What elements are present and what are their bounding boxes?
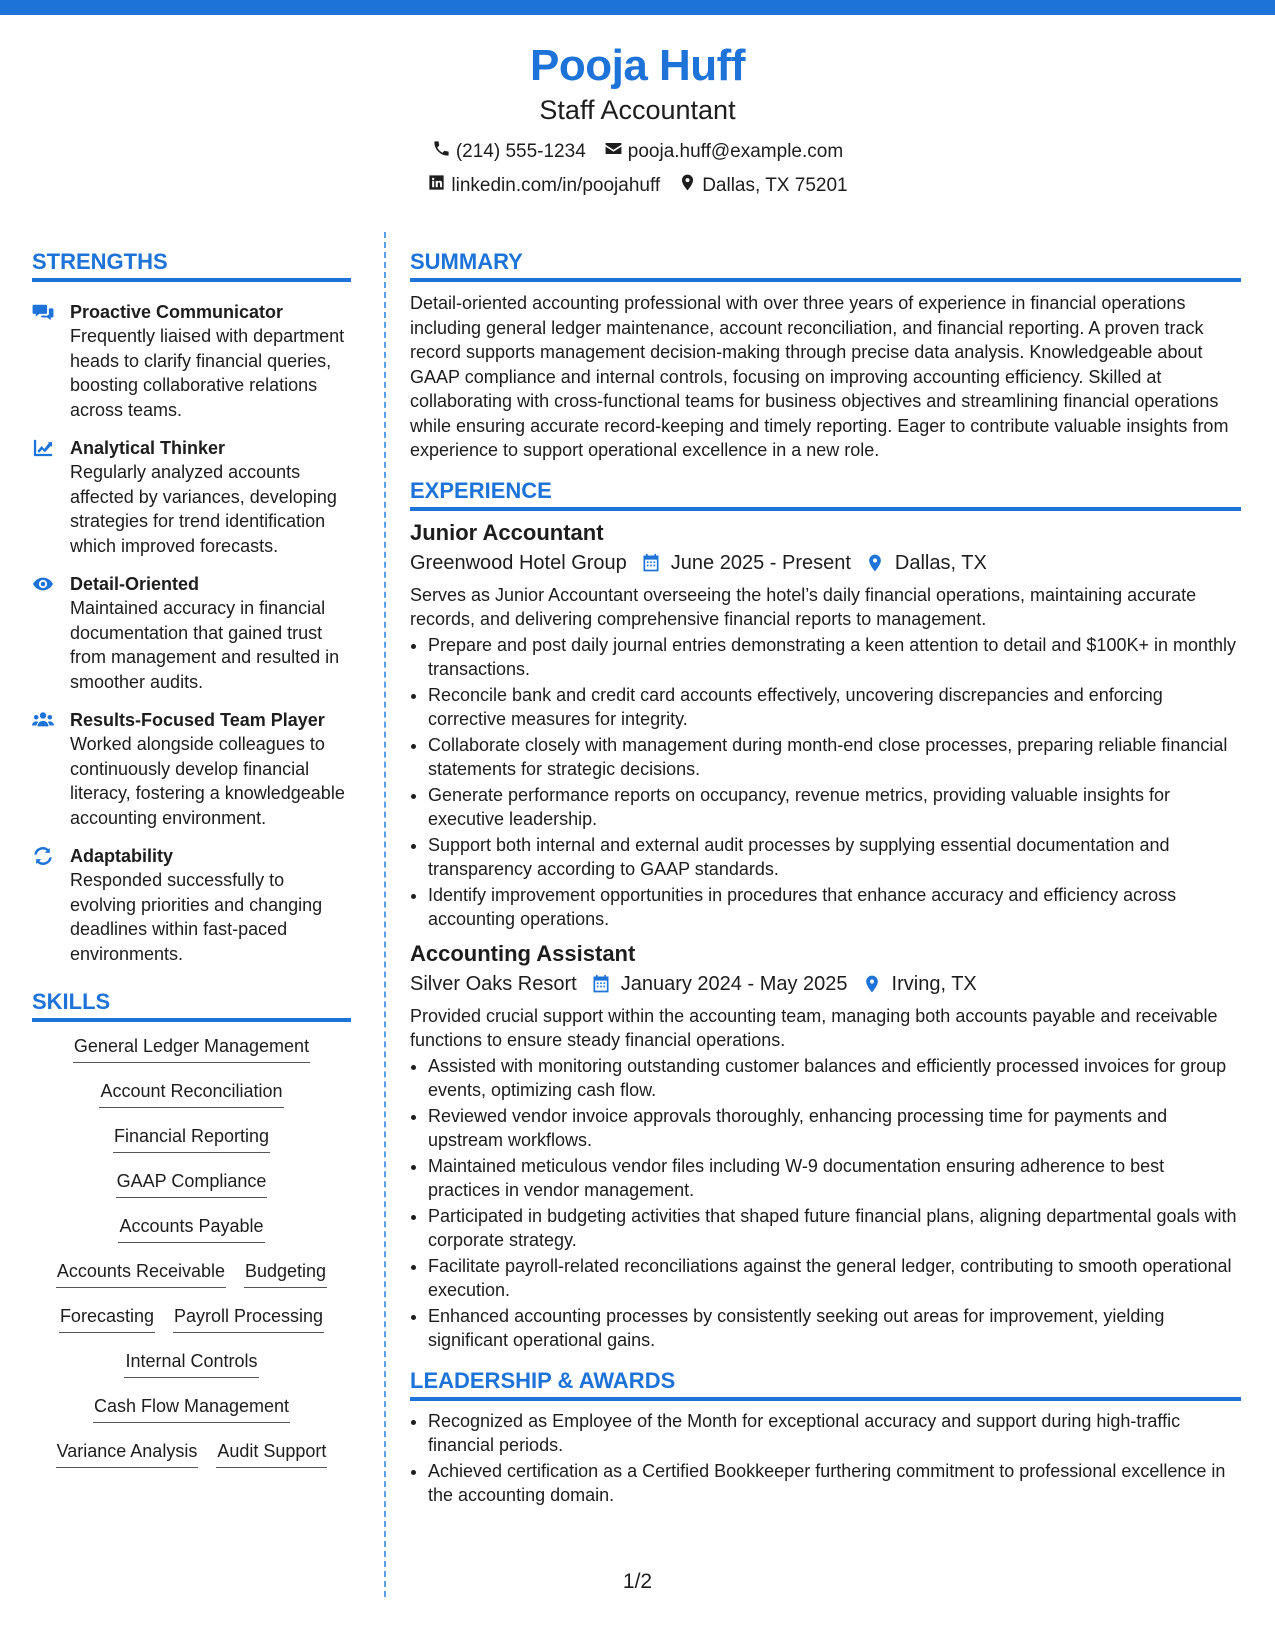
list-item: • Assisted with monitoring outstanding customer balances and efficiently processed invoices for group events, optimizing cash flow. [428, 1054, 1241, 1103]
strength-item [32, 572, 351, 694]
strength-item [32, 300, 351, 422]
calendar-icon [591, 974, 611, 994]
calendar-icon [641, 553, 661, 573]
list-item: • Generate performance reports on occupancy, revenue metrics, providing valuable insights for executive leadership. [428, 783, 1241, 832]
job-title: Junior Accountant [410, 519, 604, 545]
job-dates: January 2024 - May 2025 [620, 972, 848, 995]
skill-tag: Cash Flow Management [93, 1394, 290, 1423]
list-item: • Identify improvement opportunities in procedures that enhance accuracy and efficiency across accounting operations. [428, 883, 1241, 932]
strength-desc: Maintained accuracy in financial documentation that gained trust from management and resulted in smoother audits. [70, 598, 340, 692]
skill-tag: General Ledger Management [73, 1034, 310, 1063]
strength-desc: Regularly analyzed accounts affected by variances, developing strategies for trend identification which improved forecasts. [70, 462, 337, 556]
strength-item [32, 436, 351, 558]
strength-desc: Worked alongside colleagues to continuously develop financial literacy, fostering a knowledgeable accounting environment. [70, 734, 345, 828]
list-item: • Reviewed vendor invoice approvals thoroughly, enhancing processing time for payments and upstream workflows. [428, 1104, 1241, 1153]
skill-tag: Budgeting [244, 1259, 327, 1288]
skill-tag: Accounts Receivable [56, 1259, 226, 1288]
page-number: 1/2 [622, 1570, 653, 1593]
linkedin-text: linkedin.com/in/poojahuff [451, 175, 661, 196]
summary-text: Detail-oriented accounting professional with over three years of experience in financial operations including general ledger maintenance, account reconciliation, and financial reporting. A proven track record supports management decision-making through precise data analysis. Knowledgeable about GAAP compliance and internal controls, focusing on improving accounting efficiency. Skilled at collaborating with cross-functional teams for business objectives and streamlining financial operations while ensuring accurate record-keeping and timely reporting. Eager to contribute valuable insights from experience to support operational excellence in a new role. [410, 293, 1229, 460]
skills-heading: SKILLS [32, 988, 351, 1022]
skills-list [32, 1034, 351, 1484]
skill-tag: Accounts Payable [118, 1214, 264, 1243]
strengths-heading: STRENGTHS [32, 248, 351, 282]
strength-desc: Frequently liaised with department heads to clarify financial queries, boosting collaborative relations across teams. [70, 326, 345, 420]
right-column [410, 248, 1241, 1508]
users-icon [32, 717, 54, 734]
map-pin-icon [678, 173, 697, 199]
phone-contact[interactable] [432, 139, 586, 165]
skill-tag: Internal Controls [124, 1349, 258, 1378]
strength-item [32, 844, 351, 966]
strength-item [32, 708, 351, 830]
strength-desc: Responded successfully to evolving priorities and changing deadlines within fast-paced environments. [70, 870, 323, 964]
location-contact [678, 173, 847, 199]
email-text: pooja.huff@example.com [627, 141, 844, 162]
chart-line-icon [32, 445, 54, 462]
strength-title: Adaptability [70, 846, 174, 866]
comments-icon [32, 309, 54, 326]
strength-title: Detail-Oriented [70, 574, 200, 594]
map-pin-icon [865, 553, 885, 573]
sync-icon [32, 853, 54, 870]
strength-title: Results-Focused Team Player [70, 710, 325, 730]
strength-title: Analytical Thinker [70, 438, 226, 458]
skill-tag: GAAP Compliance [116, 1169, 268, 1198]
job-meta [410, 549, 1241, 577]
candidate-role: Staff Accountant [539, 95, 736, 125]
skill-tag: Audit Support [216, 1439, 327, 1468]
phone-text: (214) 555-1234 [455, 141, 586, 162]
list-item: • Enhanced accounting processes by consistently seeking out areas for improvement, yielding significant operational gains. [428, 1304, 1241, 1353]
envelope-icon [604, 139, 623, 165]
job-entry [410, 940, 1241, 1353]
skill-tag: Variance Analysis [56, 1439, 199, 1468]
company-name: Greenwood Hotel Group [410, 551, 627, 574]
company-name: Silver Oaks Resort [410, 972, 577, 995]
list-item: • Prepare and post daily journal entries demonstrating a keen attention to detail and $100K+ in monthly transactions. [428, 633, 1241, 682]
awards-heading: LEADERSHIP & AWARDS [410, 1367, 1241, 1401]
linkedin-contact[interactable] [427, 173, 660, 199]
list-item: • Reconcile bank and credit card accounts effectively, uncovering discrepancies and enforcing corrective measures for integrity. [428, 683, 1241, 732]
experience-heading: EXPERIENCE [410, 477, 1241, 511]
strength-title: Proactive Communicator [70, 302, 284, 322]
location-text: Dallas, TX 75201 [702, 175, 848, 196]
list-item: • Maintained meticulous vendor files including W-9 documentation ensuring adherence to best practices in vendor management. [428, 1154, 1241, 1203]
job-description: Provided crucial support within the accounting team, managing both accounts payable and receivable functions to ensure steady financial operations. [410, 1005, 1218, 1050]
job-entry [410, 519, 1241, 932]
list-item: • Participated in budgeting activities that shaped future financial plans, aligning departmental goals with corporate strategy. [428, 1204, 1241, 1253]
top-accent-bar [0, 0, 1275, 15]
candidate-name: Pooja Huff [530, 41, 745, 90]
job-bullets [410, 633, 1241, 932]
awards-section [410, 1367, 1241, 1508]
skill-tag: Financial Reporting [113, 1124, 270, 1153]
experience-section [410, 477, 1241, 1353]
job-dates: June 2025 - Present [670, 551, 851, 574]
list-item: • Recognized as Employee of the Month for exceptional accuracy and support during high-traffic financial periods. [428, 1409, 1241, 1458]
contact-line [0, 139, 1275, 165]
job-location: Irving, TX [891, 972, 977, 995]
skill-tag: Forecasting [59, 1304, 155, 1333]
map-pin-icon [862, 974, 882, 994]
phone-icon [432, 139, 451, 165]
column-divider [384, 232, 386, 1597]
left-column [32, 248, 351, 1484]
eye-icon [32, 581, 54, 598]
list-item: • Achieved certification as a Certified Bookkeeper furthering commitment to professional excellence in the accounting domain. [428, 1459, 1241, 1508]
job-meta [410, 970, 1241, 998]
skill-tag: Account Reconciliation [99, 1079, 283, 1108]
contact-line [0, 173, 1275, 199]
email-contact[interactable] [604, 139, 843, 165]
job-title: Accounting Assistant [410, 940, 636, 966]
skill-tag: Payroll Processing [173, 1304, 324, 1333]
awards-bullets [410, 1409, 1241, 1508]
summary-heading: SUMMARY [410, 248, 1241, 282]
linkedin-icon [427, 173, 446, 199]
job-bullets [410, 1054, 1241, 1353]
job-location: Dallas, TX [894, 551, 987, 574]
list-item: • Facilitate payroll-related reconciliations against the general ledger, contributing to smooth operational execution. [428, 1254, 1241, 1303]
list-item: • Collaborate closely with management during month-end close processes, preparing reliable financial statements for strategic decisions. [428, 733, 1241, 782]
list-item: • Support both internal and external audit processes by supplying essential documentation and transparency according to GAAP standards. [428, 833, 1241, 882]
resume-header [0, 40, 1275, 199]
job-description: Serves as Junior Accountant overseeing the hotel’s daily financial operations, maintaining accurate records, and delivering comprehensive financial reports to management. [410, 584, 1197, 629]
